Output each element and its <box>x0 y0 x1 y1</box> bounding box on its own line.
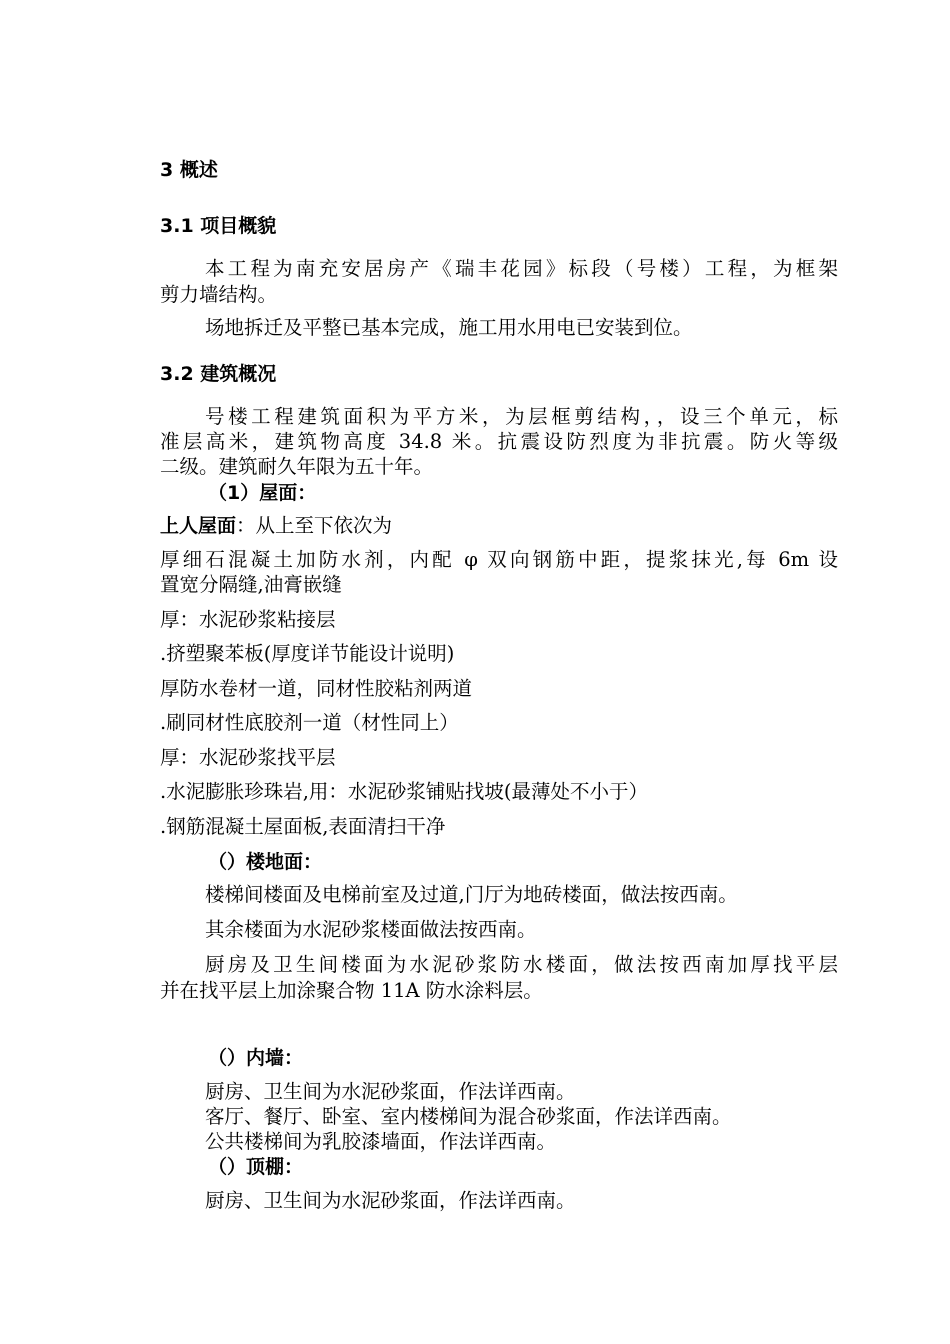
floor-paragraph-3-line-1: 厨房及卫生间楼面为水泥砂浆防水楼面，做法按西南加厚找平层 <box>205 953 838 976</box>
roof-layer-2: 厚：水泥砂浆粘接层 <box>160 608 336 631</box>
roof-layer-8: .钢筋混凝土屋面板,表面清扫干净 <box>160 815 446 838</box>
roof-layer-7: .水泥膨胀珍珠岩,用：水泥砂浆铺贴找坡(最薄处不小于） <box>160 780 649 803</box>
floor-heading: （）楼地面： <box>208 851 323 873</box>
building-overview-line-1: 号楼工程建筑面积为平方米，为层框剪结构，，设三个单元，标 <box>205 405 838 428</box>
roof-intro-text: ：从上至下依次为 <box>236 514 393 537</box>
roof-layer-4: 厚防水卷材一道，同材性胶粘剂两道 <box>160 677 473 700</box>
roof-layer-1-line-2: 置宽分隔缝,油膏嵌缝 <box>160 573 342 596</box>
building-overview-line-3: 二级。建筑耐久年限为五十年。 <box>160 455 434 478</box>
project-overview-line-2: 剪力墙结构。 <box>160 283 278 306</box>
roof-heading: （1）屋面： <box>208 482 317 504</box>
floor-paragraph-2: 其余楼面为水泥砂浆楼面做法按西南。 <box>205 918 537 941</box>
building-overview-line-2: 准层高米，建筑物高度 34.8 米。抗震设防烈度为非抗震。防火等级 <box>160 430 838 453</box>
roof-layer-5: .刷同材性底胶剂一道（材性同上） <box>160 711 459 734</box>
roof-type-label: 上人屋面 <box>160 515 237 537</box>
interior-wall-heading: （）内墙： <box>208 1047 304 1069</box>
section-3-heading: 3 概述 <box>160 159 218 181</box>
site-status-paragraph: 场地拆迁及平整已基本完成，施工用水用电已安装到位。 <box>205 316 693 339</box>
roof-layer-6: 厚：水泥砂浆找平层 <box>160 746 336 769</box>
interior-wall-line-2: 客厅、餐厅、卧室、室内楼梯间为混合砂浆面，作法详西南。 <box>205 1105 732 1128</box>
ceiling-heading: （）顶棚： <box>208 1156 304 1178</box>
floor-paragraph-1: 楼梯间楼面及电梯前室及过道,门厅为地砖楼面，做法按西南。 <box>205 883 738 906</box>
interior-wall-line-1: 厨房、卫生间为水泥砂浆面，作法详西南。 <box>205 1080 576 1103</box>
roof-intro <box>160 514 838 538</box>
roof-layer-1-line-1: 厚细石混凝土加防水剂，内配 φ 双向钢筋中距，提浆抹光,每 6m 设 <box>160 548 838 571</box>
roof-layer-3: .挤塑聚苯板(厚度详节能设计说明) <box>160 642 455 665</box>
interior-wall-line-3: 公共楼梯间为乳胶漆墙面，作法详西南。 <box>205 1130 557 1153</box>
floor-paragraph-3-line-2: 并在找平层上加涂聚合物 11A 防水涂料层。 <box>160 979 543 1002</box>
project-overview-line-1: 本工程为南充安居房产《瑞丰花园》标段（号楼）工程，为框架 <box>205 257 838 280</box>
section-3-1-heading: 3.1 项目概貌 <box>160 215 277 237</box>
ceiling-line-1: 厨房、卫生间为水泥砂浆面，作法详西南。 <box>205 1189 576 1212</box>
section-3-2-heading: 3.2 建筑概况 <box>160 363 277 385</box>
